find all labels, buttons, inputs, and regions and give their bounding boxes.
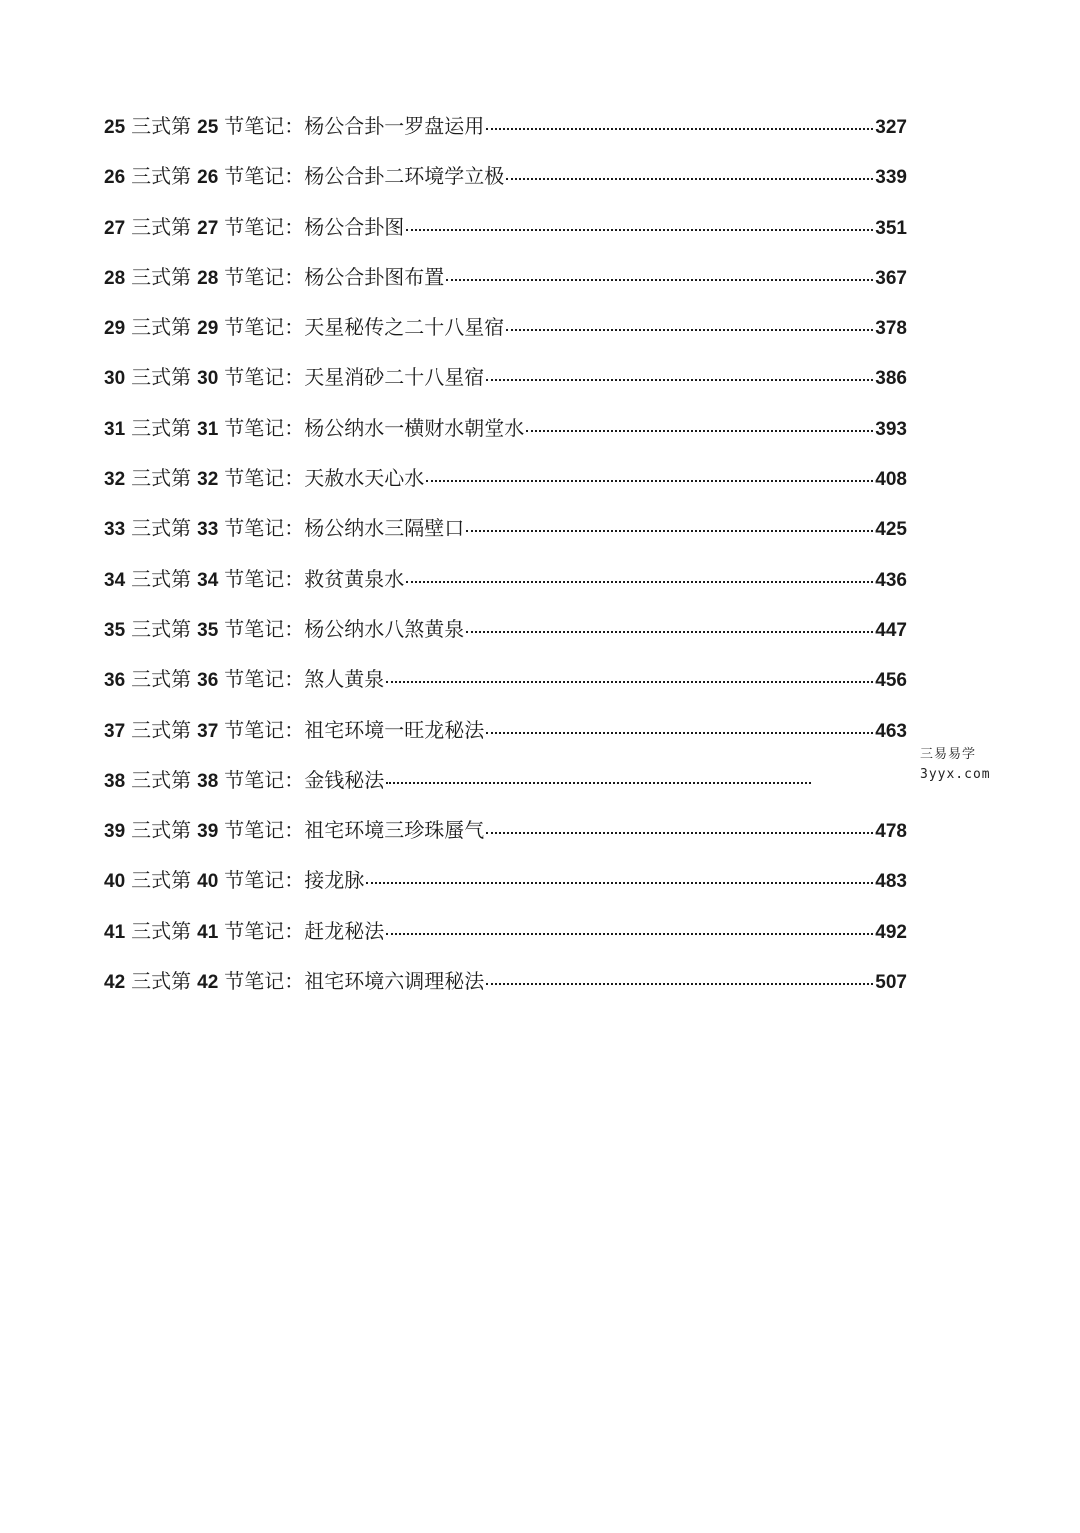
entry-page: 393: [875, 418, 907, 440]
toc-entry[interactable]: [104, 311, 907, 361]
toc-entry[interactable]: [104, 412, 907, 462]
toc-entry[interactable]: [104, 563, 907, 613]
entry-page: 378: [875, 318, 907, 340]
entry-suffix: 节笔记：: [224, 264, 305, 289]
dot-leader: [486, 127, 873, 130]
entry-title: 杨公合卦图布置: [304, 264, 445, 289]
entry-page: 478: [875, 821, 907, 843]
toc-entry[interactable]: [104, 261, 907, 311]
toc-entry[interactable]: [104, 462, 907, 512]
dot-leader: [526, 429, 873, 432]
entry-title: 祖宅环境三珍珠蜃气: [304, 818, 485, 843]
entry-suffix: 节笔记：: [224, 717, 305, 742]
dot-leader: [386, 680, 873, 683]
entry-section: 34: [197, 569, 219, 591]
dot-leader: [446, 278, 873, 281]
entry-page: 339: [875, 167, 907, 189]
entry-suffix: 节笔记：: [224, 466, 305, 491]
toc-entry[interactable]: [104, 512, 907, 562]
entry-title: 接龙脉: [304, 868, 365, 893]
dot-leader: [506, 177, 873, 180]
watermark: [920, 745, 991, 785]
entry-suffix: 节笔记：: [224, 868, 305, 893]
dot-leader: [386, 932, 873, 935]
entry-prefix: 三式第: [131, 164, 192, 189]
dot-leader: [426, 479, 873, 482]
entry-prefix: 三式第: [131, 566, 192, 591]
entry-suffix: 节笔记：: [224, 616, 305, 641]
entry-title: 杨公纳水一横财水朝堂水: [304, 415, 525, 440]
entry-number: 30: [104, 368, 126, 390]
entry-suffix: 节笔记：: [224, 214, 305, 239]
entry-number: 39: [104, 821, 126, 843]
entry-section: 30: [197, 368, 219, 390]
toc-entry[interactable]: [104, 613, 907, 663]
entry-page: 456: [875, 670, 907, 692]
entry-section: 26: [197, 167, 219, 189]
entry-title: 天赦水天心水: [304, 466, 425, 491]
entry-page: 327: [875, 117, 907, 138]
dot-leader: [486, 982, 873, 985]
entry-prefix: 三式第: [131, 717, 192, 742]
entry-page: 425: [875, 519, 907, 541]
entry-prefix: 三式第: [131, 516, 192, 541]
entry-suffix: 节笔记：: [224, 516, 305, 541]
toc-entry[interactable]: [104, 361, 907, 411]
entry-number: 29: [104, 318, 126, 340]
entry-number: 27: [104, 217, 126, 239]
entry-section: 38: [197, 770, 219, 792]
entry-title: 杨公合卦一罗盘运用: [304, 114, 485, 138]
entry-suffix: 节笔记：: [224, 818, 305, 843]
entry-number: 38: [104, 770, 126, 792]
table-of-contents: [104, 110, 907, 1015]
entry-section: 36: [197, 670, 219, 692]
dot-leader: [406, 580, 873, 583]
entry-suffix: 节笔记：: [224, 918, 305, 943]
entry-prefix: 三式第: [131, 767, 192, 792]
dot-leader: [486, 831, 873, 834]
entry-prefix: 三式第: [131, 315, 192, 340]
entry-number: 37: [104, 720, 126, 742]
entry-prefix: 三式第: [131, 264, 192, 289]
watermark-url: 3yyx.com: [920, 767, 991, 782]
entry-title: 杨公合卦二环境学立极: [304, 164, 505, 189]
toc-entry[interactable]: [104, 915, 907, 965]
dot-leader: [466, 529, 873, 532]
toc-entry[interactable]: [104, 160, 907, 210]
entry-title: 救贫黄泉水: [304, 566, 405, 591]
entry-title: 祖宅环境一旺龙秘法: [304, 717, 485, 742]
entry-section: 40: [197, 871, 219, 893]
entry-section: 37: [197, 720, 219, 742]
entry-prefix: 三式第: [131, 415, 192, 440]
entry-section: 28: [197, 267, 219, 289]
entry-section: 25: [197, 117, 219, 138]
entry-prefix: 三式第: [131, 667, 192, 692]
entry-title: 赶龙秘法: [304, 918, 385, 943]
entry-suffix: 节笔记：: [224, 164, 305, 189]
entry-page: 386: [875, 368, 907, 390]
entry-title: 天星秘传之二十八星宿: [304, 315, 505, 340]
entry-page: 351: [875, 217, 907, 239]
entry-number: 28: [104, 267, 126, 289]
entry-suffix: 节笔记：: [224, 415, 305, 440]
entry-number: 25: [104, 117, 126, 138]
entry-section: 39: [197, 821, 219, 843]
dot-leader: [386, 781, 811, 784]
entry-section: 35: [197, 619, 219, 641]
entry-section: 41: [197, 921, 219, 943]
entry-section: 33: [197, 519, 219, 541]
entry-page: 436: [875, 569, 907, 591]
entry-number: 31: [104, 418, 126, 440]
toc-entry[interactable]: [104, 764, 907, 814]
entry-prefix: 三式第: [131, 969, 192, 994]
toc-entry[interactable]: [104, 965, 907, 1015]
dot-leader: [486, 731, 873, 734]
toc-entry[interactable]: [104, 714, 907, 764]
entry-prefix: 三式第: [131, 114, 192, 138]
entry-number: 42: [104, 972, 126, 994]
entry-title: 杨公纳水八煞黄泉: [304, 616, 465, 641]
entry-prefix: 三式第: [131, 818, 192, 843]
entry-page: 447: [875, 619, 907, 641]
entry-page: 463: [875, 720, 907, 742]
toc-entry[interactable]: [104, 110, 907, 160]
entry-prefix: 三式第: [131, 616, 192, 641]
entry-suffix: 节笔记：: [224, 566, 305, 591]
dot-leader: [506, 328, 873, 331]
entry-page: 408: [875, 469, 907, 491]
dot-leader: [366, 881, 873, 884]
entry-number: 41: [104, 921, 126, 943]
entry-prefix: 三式第: [131, 365, 192, 390]
entry-title: 杨公合卦图: [304, 214, 405, 239]
entry-title: 金钱秘法: [304, 767, 385, 792]
entry-page: 492: [875, 921, 907, 943]
toc-entry[interactable]: [104, 814, 907, 864]
entry-number: 40: [104, 871, 126, 893]
entry-suffix: 节笔记：: [224, 365, 305, 390]
entry-suffix: 节笔记：: [224, 315, 305, 340]
entry-suffix: 节笔记：: [224, 114, 305, 138]
entry-suffix: 节笔记：: [224, 767, 305, 792]
toc-entry[interactable]: [104, 864, 907, 914]
entry-number: 26: [104, 167, 126, 189]
dot-leader: [486, 378, 873, 381]
entry-number: 33: [104, 519, 126, 541]
entry-title: 祖宅环境六调理秘法: [304, 969, 485, 994]
entry-title: 煞人黄泉: [304, 667, 385, 692]
entry-number: 32: [104, 469, 126, 491]
entry-page: 507: [875, 972, 907, 994]
entry-page: 367: [875, 267, 907, 289]
entry-section: 29: [197, 318, 219, 340]
entry-prefix: 三式第: [131, 868, 192, 893]
dot-leader: [406, 228, 873, 231]
entry-title: 杨公纳水三隔壁口: [304, 516, 465, 541]
toc-entry[interactable]: [104, 663, 907, 713]
entry-title: 天星消砂二十八星宿: [304, 365, 485, 390]
dot-leader: [466, 630, 873, 633]
entry-section: 32: [197, 469, 219, 491]
entry-section: 42: [197, 972, 219, 994]
entry-number: 36: [104, 670, 126, 692]
entry-page: 483: [875, 871, 907, 893]
entry-number: 35: [104, 619, 126, 641]
toc-entry[interactable]: [104, 211, 907, 261]
entry-prefix: 三式第: [131, 214, 192, 239]
entry-suffix: 节笔记：: [224, 667, 305, 692]
entry-prefix: 三式第: [131, 466, 192, 491]
watermark-name: 三易易学: [920, 747, 977, 762]
entry-number: 34: [104, 569, 126, 591]
entry-suffix: 节笔记：: [224, 969, 305, 994]
entry-prefix: 三式第: [131, 918, 192, 943]
entry-section: 27: [197, 217, 219, 239]
entry-section: 31: [197, 418, 219, 440]
